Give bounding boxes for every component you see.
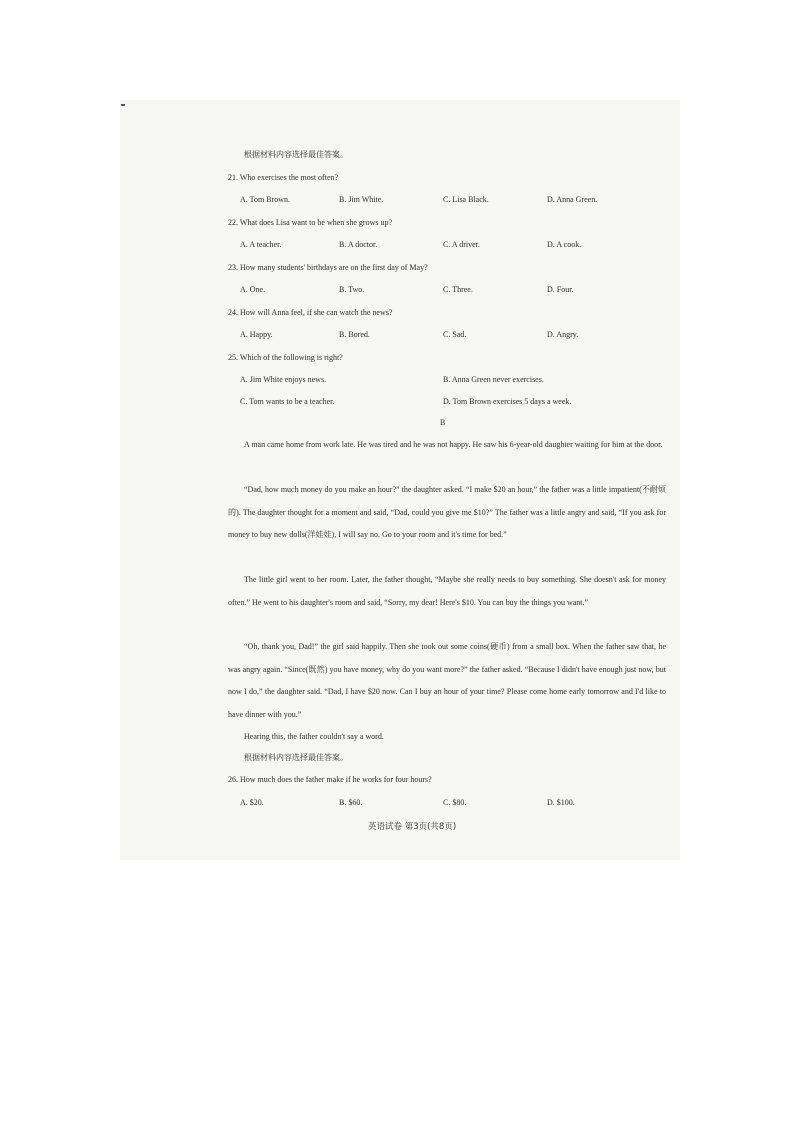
q23-option-c: C. Three. [443, 285, 473, 294]
question-25: 25. Which of the following is right? [228, 353, 343, 362]
q25-option-c: C. Tom wants to be a teacher. [240, 397, 335, 406]
q23-option-d: D. Four. [547, 285, 574, 294]
passage-paragraph-1: A man came home from work late. He was tired and he was not happy. He saw his 6-year-old daughter waiting for him at the door. [244, 440, 663, 449]
q21-option-c: C. Lisa Black. [443, 195, 489, 204]
q21-option-a: A. Tom Brown. [240, 195, 290, 204]
question-23: 23. How many students' birthdays are on the first day of May? [228, 263, 428, 272]
q26-option-b: B. $60. [339, 798, 363, 807]
q24-option-c: C. Sad. [443, 330, 467, 339]
passage-paragraph-4: “Oh, thank you, Dad!” the girl said happily. Then she took out some coins(硬币) from a small box. When the father saw that, he was angry again. “Since(既然) you have money, why do you want more?” the father asked. “Because I didn't have enough just now, but now I do,” the daughter said. “Dad, I have $20 now. Can I buy an hour of your time? Please come home early tomorrow and I'd like to have dinner with you.” [228, 642, 666, 719]
q22-option-a: A. A teacher. [240, 240, 282, 249]
q22-option-c: C. A driver. [443, 240, 480, 249]
q21-option-d: D. Anna Green. [547, 195, 598, 204]
q26-option-a: A. $20. [240, 798, 264, 807]
passage-paragraph-2: “Dad, how much money do you make an hour?” the daughter asked. “I make $20 an hour,” the father was a little impatient(不耐烦的). The daughter thought for a moment and said, “Dad, could you give me $10?” The father was a little angry and said, “If you ask for money to buy new dolls(洋娃娃), I will say no. Go to your room and it's time for bed.” [228, 485, 666, 539]
instruction-a: 根据材料内容选择最佳答案。 [244, 150, 348, 159]
passage-paragraph-5: Hearing this, the father couldn't say a word. [244, 732, 384, 741]
question-21: 21. Who exercises the most often? [228, 173, 339, 182]
section-b-heading: B [440, 418, 446, 427]
q25-option-a: A. Jim White enjoys news. [240, 375, 327, 384]
q25-option-b: B. Anna Green never exercises. [443, 375, 544, 384]
q23-option-a: A. One. [240, 285, 266, 294]
question-26: 26. How much does the father make if he works for four hours? [228, 775, 432, 784]
instruction-b: 根据材料内容选择最佳答案。 [244, 753, 348, 762]
question-24: 24. How will Anna feel, if she can watch the news? [228, 308, 393, 317]
page-footer: 英语试卷 第3页(共8页) [368, 822, 457, 832]
q24-option-b: B. Bored. [339, 330, 370, 339]
q23-option-b: B. Two. [339, 285, 365, 294]
q22-option-b: B. A doctor. [339, 240, 378, 249]
question-22: 22. What does Lisa want to be when she grows up? [228, 218, 393, 227]
passage-paragraph-3: The little girl went to her room. Later, the father thought, “Maybe she really needs to buy something. She doesn't ask for money often.” He went to his daughter's room and said, “Sorry, my dear! Here's $10. You can buy the things you want.” [228, 575, 666, 607]
q24-option-a: A. Happy. [240, 330, 273, 339]
q25-option-d: D. Tom Brown exercises 5 days a week. [443, 397, 572, 406]
q24-option-d: D. Angry. [547, 330, 579, 339]
q22-option-d: D. A cook. [547, 240, 582, 249]
q26-option-c: C. $80. [443, 798, 467, 807]
q26-option-d: D. $100. [547, 798, 575, 807]
q21-option-b: B. Jim White. [339, 195, 384, 204]
scan-speck [121, 104, 125, 106]
